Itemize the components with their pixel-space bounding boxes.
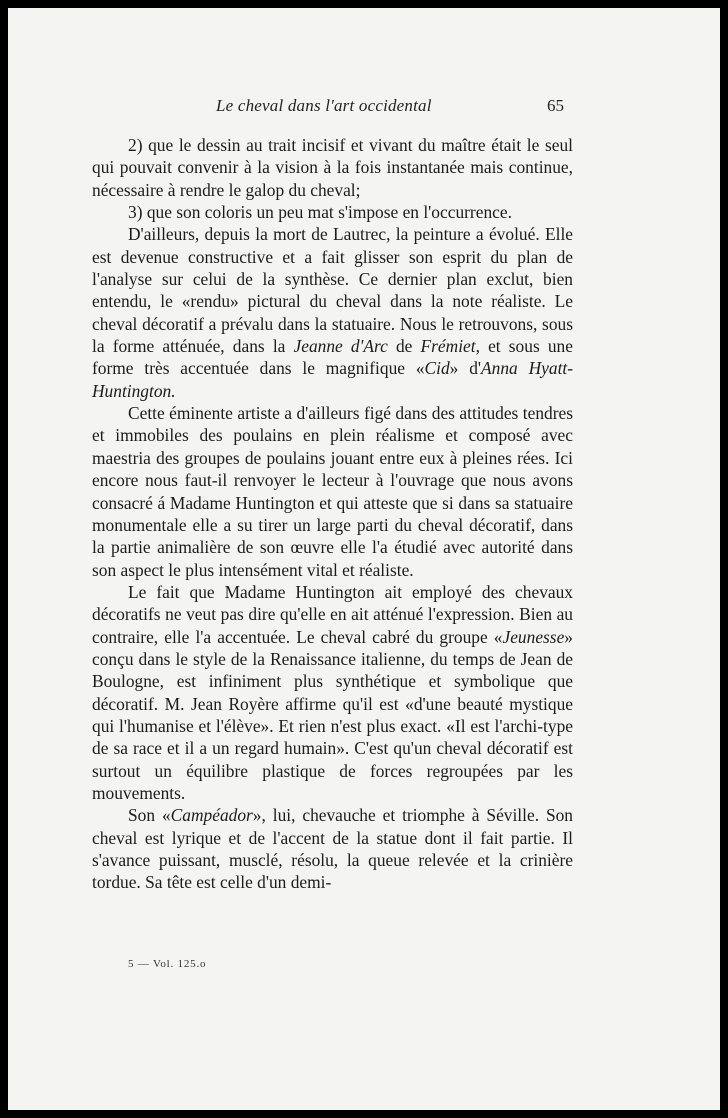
title-cid: Cid — [424, 358, 450, 379]
paragraph-3 — [92, 223, 573, 402]
name-anna-hyatt-huntington: Anna Hyatt-Huntington. — [92, 358, 574, 401]
paragraph-2: 3) que son coloris un peu mat s'impose en l'occurrence. — [128, 202, 512, 223]
title-campeador: Campéador — [170, 805, 253, 826]
text-run: de — [387, 336, 421, 357]
paragraph-5 — [92, 581, 573, 804]
name-fremiet: Frémiet, — [420, 336, 480, 357]
paragraph-1: 2) que le dessin au trait incisif et vivant du maître était le seul qui pouvait convenir à la vision à la fois instantanée mais continue, nécessaire à rendre le galop du cheval; — [92, 135, 573, 200]
page-header — [8, 96, 720, 122]
text-run: » conçu dans le style de la Renaissance italienne, du temps de Jean de Boulogne, est infiniment plus synthétique et symbolique que décoratif. M. Jean Royère affirme qu'il est «d'une beauté mystique qui l'humanise et l'élève». Et rien n'est plus exact. «Il est l'archi-type de sa race et il a un regard humain». C'est qu'un cheval décoratif est surtout un équilibre plastique de forces regroupées par les mouvements. — [92, 626, 573, 803]
paragraph-4: Cette éminente artiste a d'ailleurs figé dans des attitudes tendres et immobiles des poulains en plein réalisme et composé avec maestria des groupes de poulains jouant entre eux à pleines rées. Ici encore nous faut-il renvoyer le lecteur à l'ouvrage que nous avons consacré á Madame Huntington et qui atteste que si dans sa statuaire monumentale elle a su tirer un large parti du cheval décoratif, dans la partie animalière de son œuvre elle l'a étudié avec autorité dans son aspect le plus intensément vital et réaliste. — [92, 403, 573, 580]
title-jeunesse: Jeunesse — [502, 626, 565, 647]
text-run: Son « — [128, 805, 171, 826]
title-jeanne-d-arc: Jeanne d'Arc — [293, 336, 388, 357]
signature-mark: 5 — Vol. 125.o — [128, 958, 207, 970]
text-run: et sous une forme très accentuée dans le magnifique « — [92, 336, 573, 379]
book-page — [8, 8, 720, 1110]
text-run: » d' — [449, 358, 482, 379]
text-run: Le fait que Madame Huntington ait employé des chevaux décoratifs ne veut pas dire qu'elle en ait atténué l'expression. Bien au contraire, elle l'a accentuée. Le cheval cabré du groupe « — [92, 581, 573, 647]
body-text — [92, 134, 573, 894]
page-number: 65 — [547, 96, 564, 115]
running-title: Le cheval dans l'art occidental — [216, 96, 432, 115]
paragraph-6 — [92, 804, 573, 893]
text-run: », lui, chevauche et triomphe à Séville. Son cheval est lyrique et de l'accent de la statue dont il fait partie. Il s'avance puissant, musclé, résolu, la queue relevée et la crinière tordue. Sa tête est celle d'un demi- — [92, 805, 574, 893]
text-run: D'ailleurs, depuis la mort de Lautrec, la peinture a évolué. Elle est devenue constructive et a fait glisser son esprit du plan de l'analyse sur celui de la synthèse. Ce dernier plan exclut, bien entendu, le «rendu» pictural du cheval dans la note réaliste. Le cheval décoratif a prévalu dans la statuaire. Nous le retrouvons, sous la forme atténuée, dans la — [92, 224, 573, 357]
